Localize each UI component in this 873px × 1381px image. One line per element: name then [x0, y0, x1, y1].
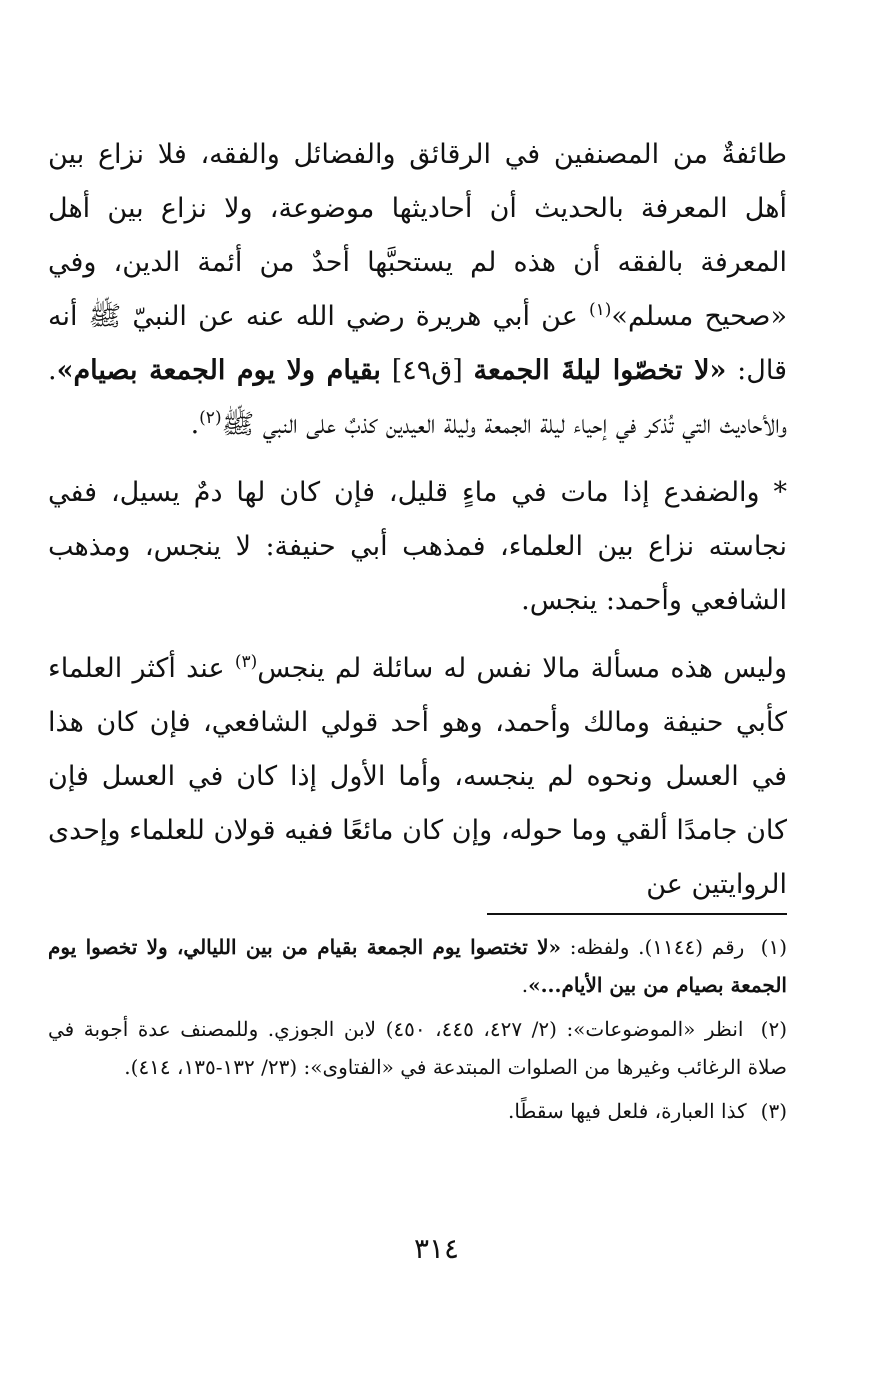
hadith-quote-part-1: «لا تخصّوا ليلةَ الجمعة — [473, 355, 727, 386]
page-number: ٣١٤ — [413, 1232, 460, 1265]
footnote-1-quote: «لا تختصوا يوم الجمعة بقيام من بين الليالي، ولا تخصوا يوم الجمعة بصيام من بين الأيام...» — [48, 935, 787, 997]
footnote-3-number: (٣) — [760, 1099, 787, 1123]
paragraph-2: * والضفدع إذا مات في ماءٍ قليل، فإن كان لها دمٌ يسيل، ففي نجاسته نزاع بين العلماء، فمذهب أبي حنيفة: لا ينجس، ومذهب الشافعي وأحمد: ينجس. — [48, 477, 787, 616]
footnote-ref-1: (١) — [589, 300, 612, 320]
footnote-1-number: (١) — [760, 935, 787, 959]
footnote-1-text: رقم (١١٤٤). ولفظه: — [561, 935, 745, 959]
footnote-ref-2: (٢) — [199, 408, 222, 428]
paragraph-3-text-2: عند أكثر العلماء كأبي حنيفة ومالك وأحمد، وهو أحد قولي الشافعي، فإن كان هذا في العسل ونحوه لم ينجسه، وأما الأول إذا كان في العسل فإن كان جامدًا ألقي وما حوله، وإن كان مائعًا ففيه قولان للعلماء وإحدى الروايتين عن — [48, 653, 787, 900]
footnote-2-number: (٢) — [760, 1017, 787, 1041]
paragraph-3-text-1: وليس هذه مسألة مالا نفس له سائلة لم ينجس — [257, 653, 787, 684]
footnote-2-text: انظر «الموضوعات»: (٢/ ٤٢٧، ٤٤٥، ٤٥٠) لابن الجوزي. وللمصنف عدة أجوبة في صلاة الرغائب وغيرها من الصلوات المبتدعة في «الفتاوى»: (٢٣/ ١٣٢-١٣٥، ٤١٤). — [48, 1017, 787, 1079]
footnote-ref-3: (٣) — [234, 652, 258, 672]
footnote-3 — [48, 1092, 787, 1130]
paragraph-1-text-1: طائفةٌ من المصنفين في الرقائق والفضائل والفقه، فلا نزاع بين أهل المعرفة بالحديث أن أحاديثها موضوعة، ولا نزاع بين أهل المعرفة بالفقه أن هذه لم يستحبَّها أحدٌ من أئمة الدين، وفي «صحيح مسلم» — [48, 139, 787, 332]
footnote-1 — [48, 928, 787, 1004]
paragraph-1 — [48, 128, 787, 452]
footnote-3-text: كذا العبارة، فلعل فيها سقطًا. — [507, 1099, 747, 1123]
footnote-1-tail: . — [521, 973, 529, 997]
paragraph-3 — [48, 642, 787, 912]
paragraph-1-text-4: . والأحاديث التي تُذكر في إحياء ليلة الجمعة وليلة العيدين كذبٌ على النبي ﷺ — [48, 355, 787, 440]
hadith-quote-part-2: بقيام ولا يوم الجمعة بصيام» — [56, 355, 381, 386]
footnotes — [48, 928, 787, 1136]
footnote-2 — [48, 1010, 787, 1086]
paragraph-1-text-2: عن أبي هريرة رضي الله عنه عن النبيّ ﷺ أنه قال: — [48, 301, 787, 386]
main-text — [48, 128, 787, 912]
paragraph-1-text-5: . — [190, 409, 200, 440]
manuscript-page-marker: [ق٤٩] — [380, 355, 474, 386]
footnote-separator — [487, 913, 787, 915]
